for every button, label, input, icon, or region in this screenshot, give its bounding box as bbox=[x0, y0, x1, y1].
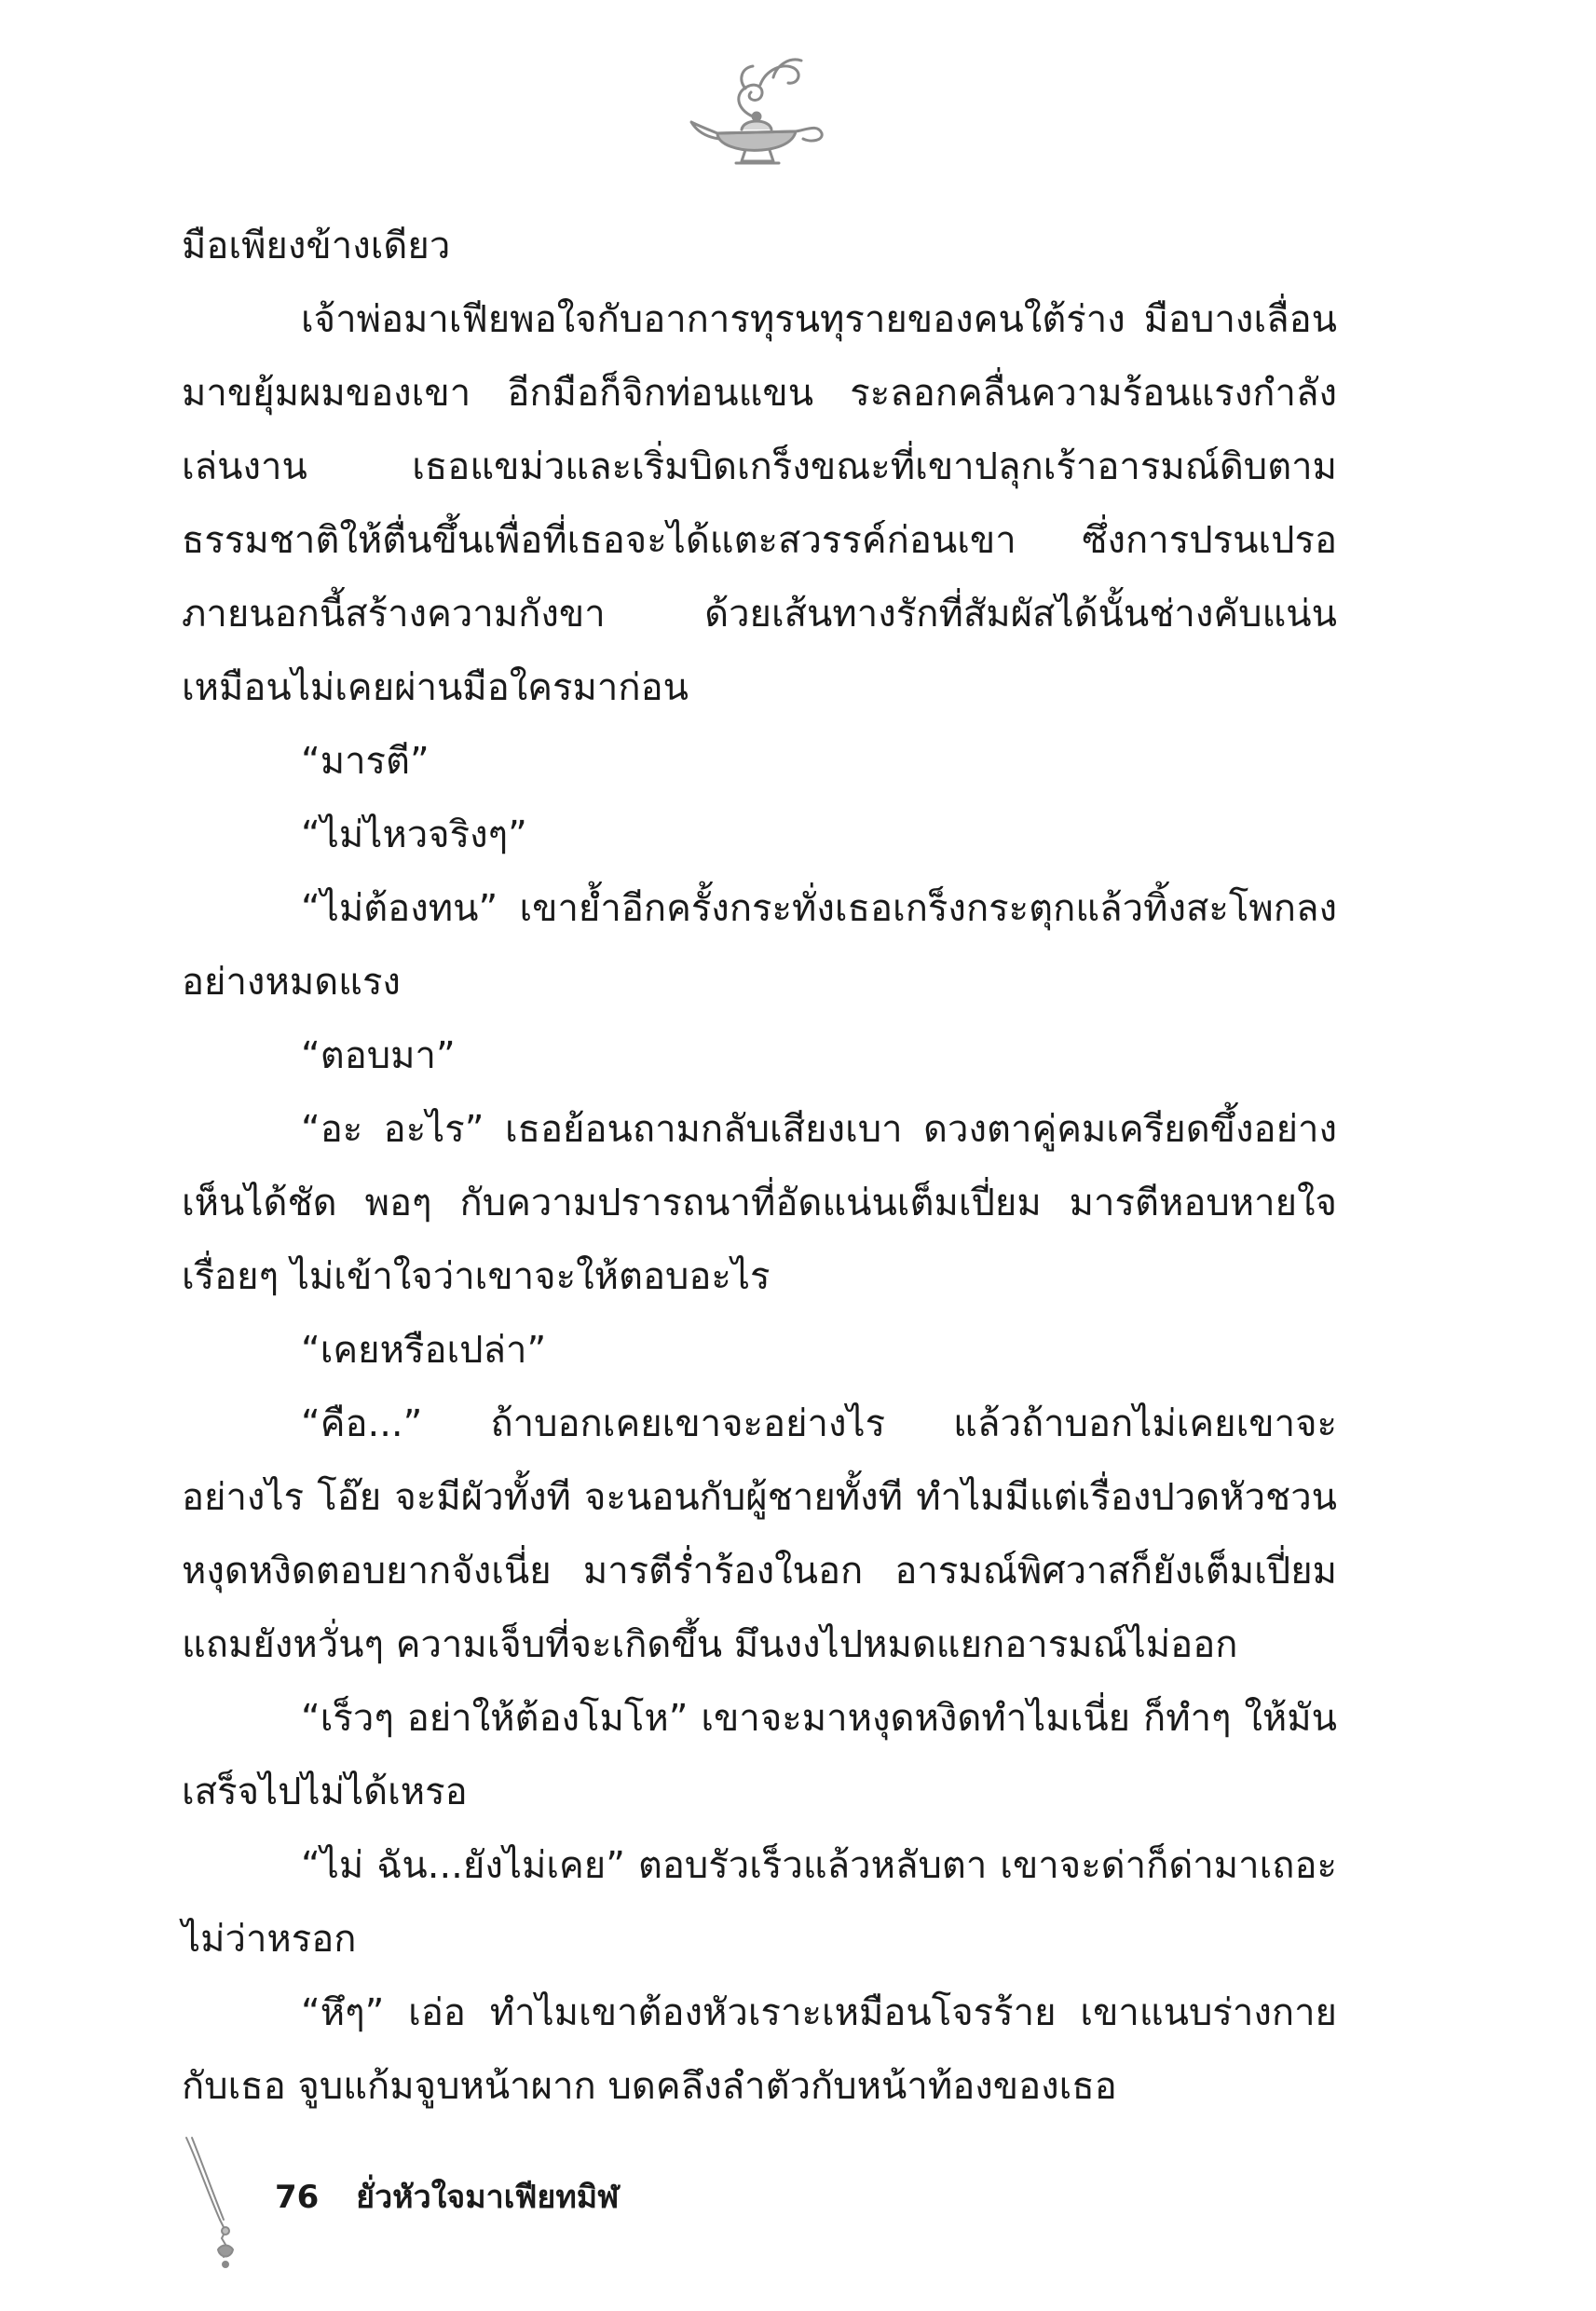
paragraph: “เคยหรือเปล่า” bbox=[301, 1329, 547, 1372]
book-title: ยั่วหัวใจมาเฟียทมิฬ bbox=[356, 2179, 620, 2216]
body-text bbox=[182, 210, 1337, 2124]
paragraph: เจ้าพ่อมาเฟียพอใจกับอาการทุรนทุรายของคนใต้ร่าง มือบางเลื่อนมาขยุ้มผมของเขา อีกมือก็จิกท่อนแขน ระลอกคลื่นความร้อนแรงกำลังเล่นงาน เธอแขม่วและเริ่มบิดเกร็งขณะที่เขาปลุกเร้าอารมณ์ดิบตามธรรมชาติให้ตื่นขึ้นเพื่อที่เธอจะได้แตะสวรรค์ก่อนเขา ซึ่งการปรนเปรอภายนอกนี้สร้างความกังขา ด้วยเส้นทางรักที่สัมผัสได้นั้นช่างคับแน่นเหมือนไม่เคยผ่านมือใครมาก่อน bbox=[182, 298, 1337, 709]
pendant-icon bbox=[179, 2134, 253, 2274]
paragraph: “ตอบมา” bbox=[301, 1034, 456, 1077]
genie-lamp-icon bbox=[680, 51, 829, 177]
paragraph: “ไม่ไหวจริงๆ” bbox=[301, 814, 527, 856]
paragraph: “อะ อะไร” เธอย้อนถามกลับเสียงเบา ดวงตาคู่คมเครียดขึ้งอย่างเห็นได้ชัด พอๆ กับความปรารถนาที่อัดแน่นเต็มเปี่ยม มารตีหอบหายใจเรื่อยๆ ไม่เข้าใจว่าเขาจะให้ตอบอะไร bbox=[182, 1108, 1337, 1298]
paragraph: “ไม่ต้องทน” เขาย้ำอีกครั้งกระทั่งเธอเกร็งกระตุกแล้วทิ้งสะโพกลงอย่างหมดแรง bbox=[182, 887, 1337, 1004]
paragraph: “มารตี” bbox=[301, 740, 430, 783]
paragraph: “หึๆ” เอ่อ ทำไมเขาต้องหัวเราะเหมือนโจรร้าย เขาแนบร่างกายกับเธอ จูบแก้มจูบหน้าผาก บดคลึงลำตัวกับหน้าท้องของเธอ bbox=[182, 1991, 1337, 2108]
paragraph: “เร็วๆ อย่าให้ต้องโมโห” เขาจะมาหงุดหงิดทำไมเนี่ย ก็ทำๆ ให้มันเสร็จไปไม่ได้เหรอ bbox=[182, 1697, 1337, 1813]
paragraph: มือเพียงข้างเดียว bbox=[182, 225, 451, 267]
page-number: 76 bbox=[275, 2179, 320, 2216]
page-footer bbox=[275, 2171, 619, 2222]
paragraph: “คือ...” ถ้าบอกเคยเขาจะอย่างไร แล้วถ้าบอกไม่เคยเขาจะอย่างไร โอ๊ย จะมีผัวทั้งที จะนอนกับผู้ชายทั้งที ทำไมมีแต่เรื่องปวดหัวชวนหงุดหงิดตอบยากจังเนี่ย มารตีร่ำร้องในอก อารมณ์พิศวาสก็ยังเต็มเปี่ยมแถมยังหวั่นๆ ความเจ็บที่จะเกิดขึ้น มึนงงไปหมดแยกอารมณ์ไม่ออก bbox=[182, 1402, 1337, 1666]
paragraph: “ไม่ ฉัน...ยังไม่เคย” ตอบรัวเร็วแล้วหลับตา เขาจะด่าก็ด่ามาเถอะไม่ว่าหรอก bbox=[182, 1844, 1337, 1961]
